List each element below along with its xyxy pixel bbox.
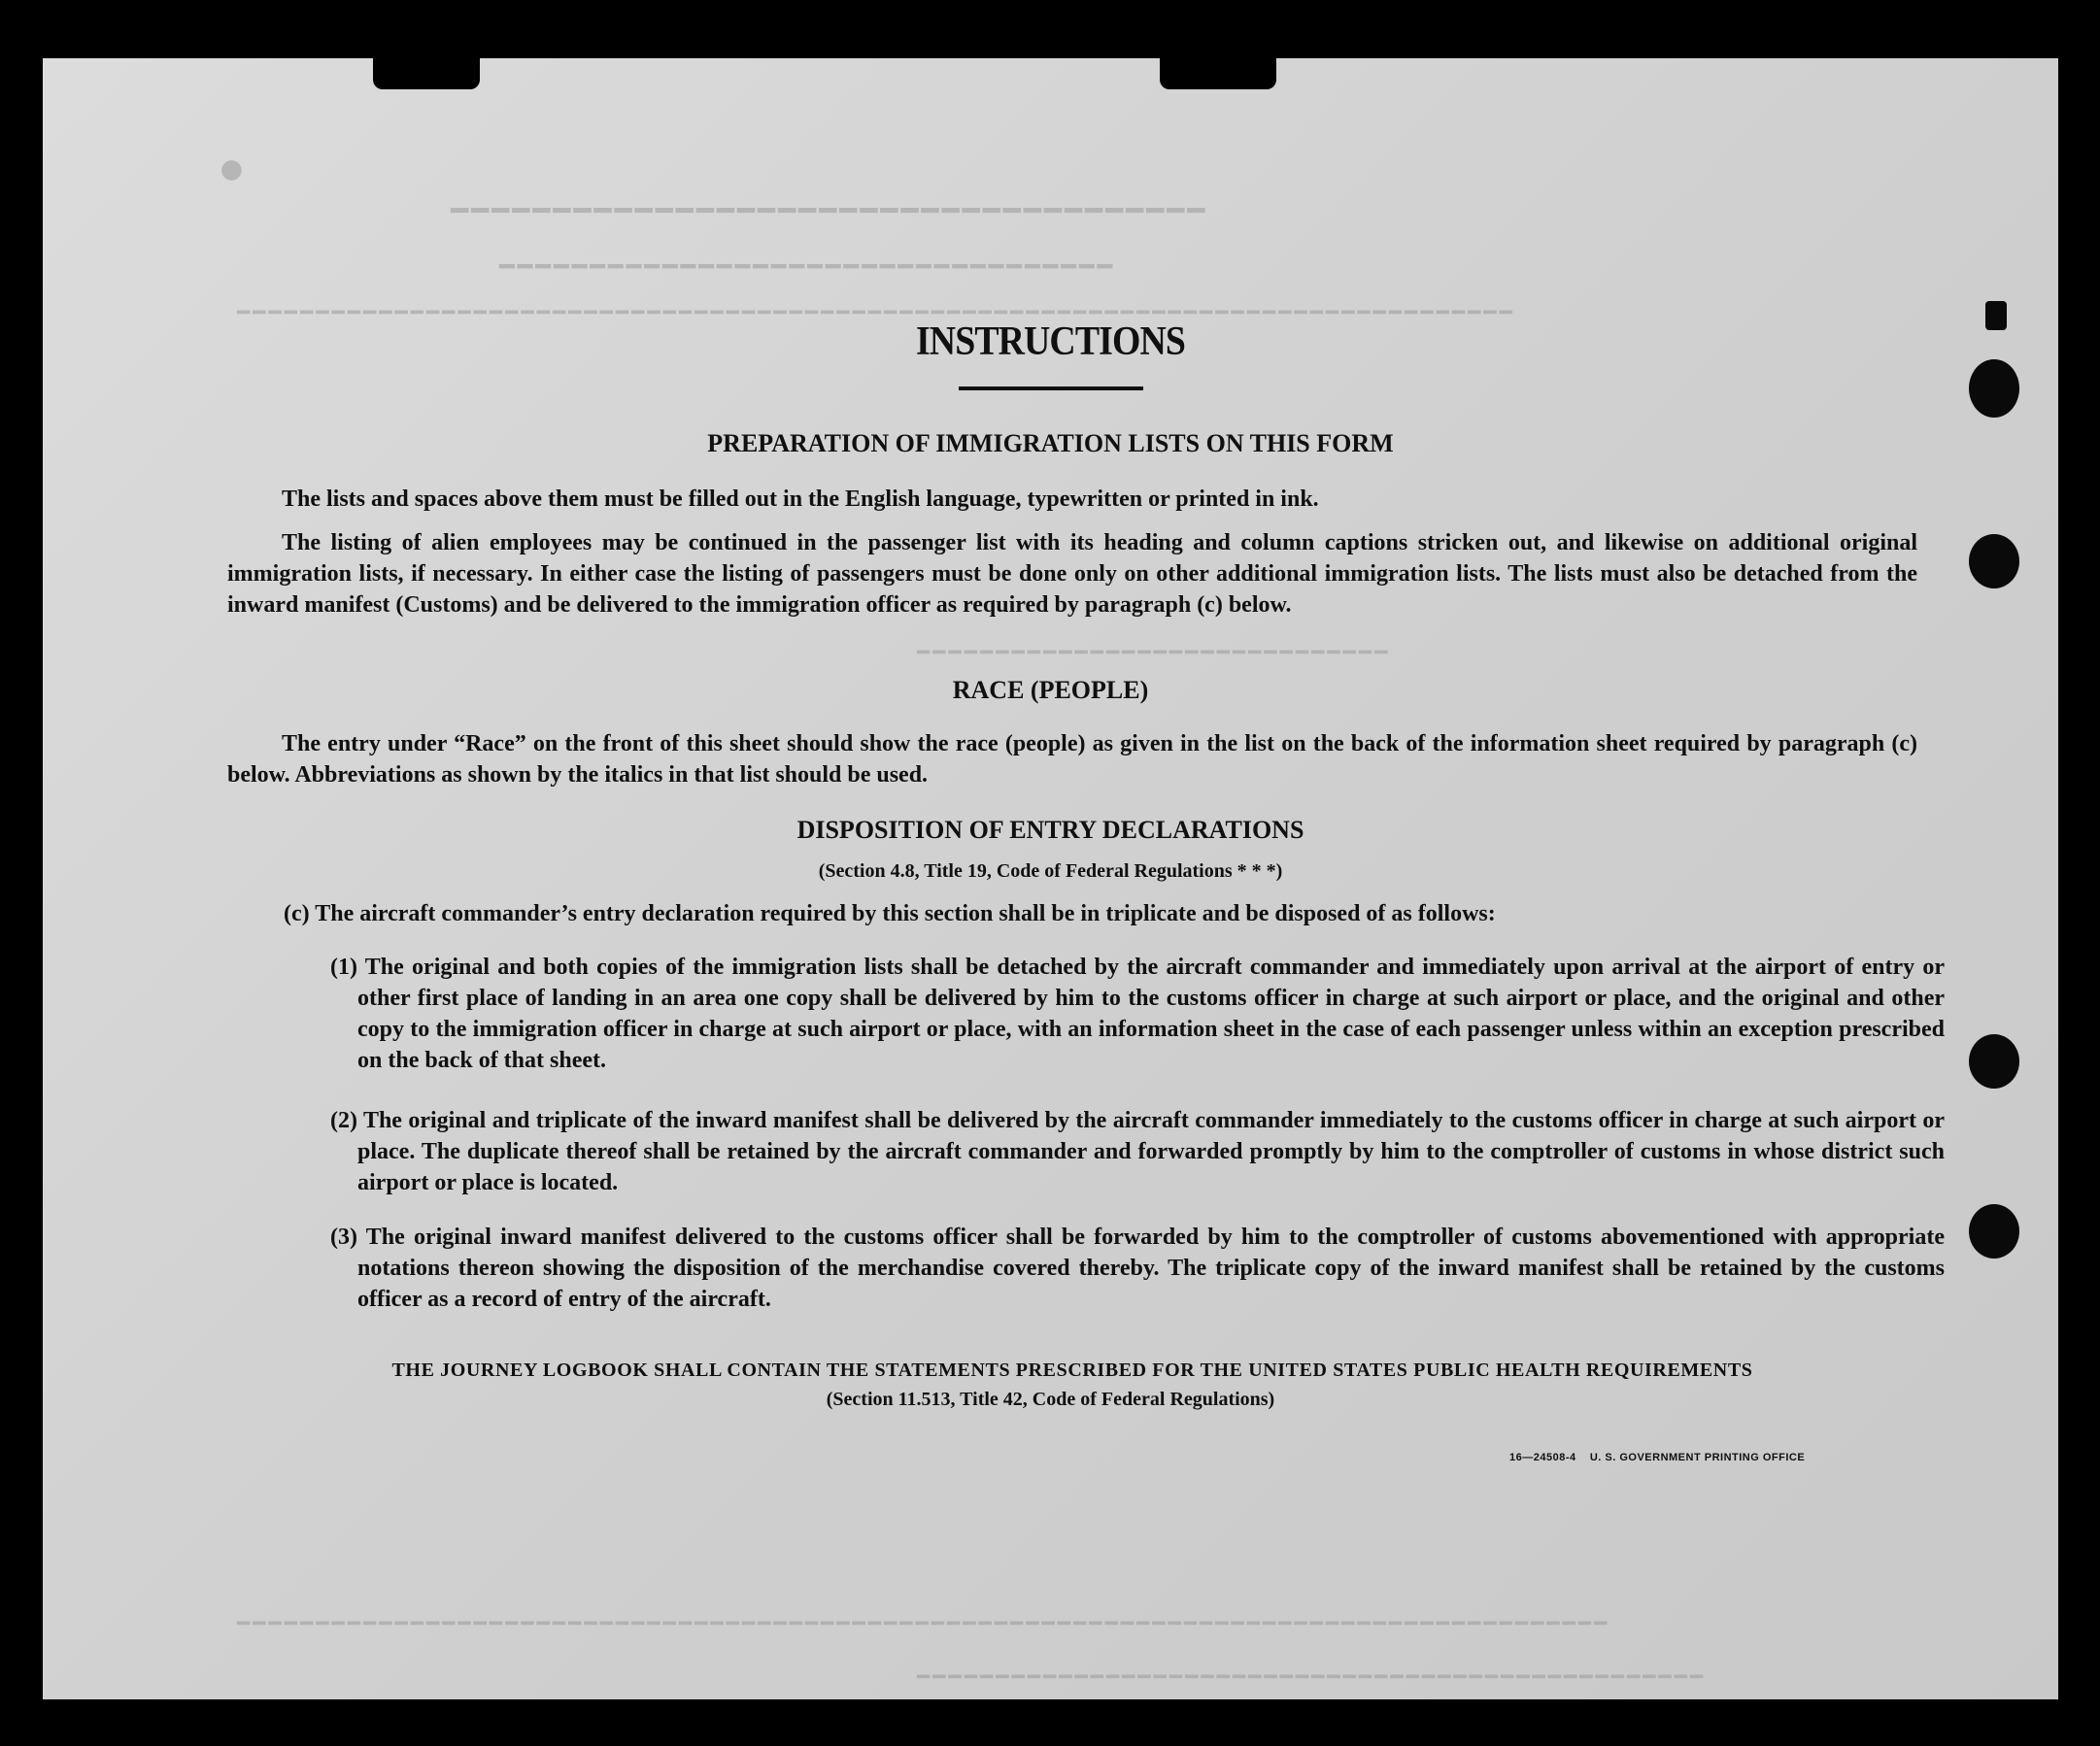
- bleed-through-text: ━━━━━━━━━━━━━━━━━━━━━━━━━━━━━━━━━━━━━━━━━━━━━━━━━━━━━━━━━━━━━━━━━━━━━━━━━━━━━━━━━: [237, 302, 1515, 326]
- preparation-paragraph-1: The lists and spaces above them must be filled out in the English language, typewritten or printed in ink.: [282, 487, 1319, 512]
- disposition-citation: (Section 4.8, Title 19, Code of Federal Regulations * * *): [818, 860, 1283, 882]
- title-underline: [959, 386, 1143, 390]
- ink-mark: [1985, 301, 2007, 330]
- section-heading-race: RACE (PEOPLE): [952, 676, 1149, 704]
- punch-hole: [1969, 1204, 2019, 1259]
- bleed-through-text: ━━━━━━━━━━━━━━━━━━━━━━━━━━━━━━━━━━━━━━━━━━━━━━━━━━━━━━━━━━━━━━━━━━━━━━━━━━━━━━━━━━━━━━━: [237, 1613, 1610, 1637]
- race-paragraph: The entry under “Race” on the front of this sheet should show the race (people) as given in the list on the back of the information sheet required by paragraph (c) below. Abbreviations as shown by the italics in that list should be used.: [227, 731, 1917, 788]
- section-heading-preparation: PREPARATION OF IMMIGRATION LISTS ON THIS FORM: [707, 429, 1394, 457]
- intro-text: The aircraft commander’s entry declaration required by this section shall be in triplicate and be disposed of as follows:: [315, 901, 1496, 926]
- item-text: The original inward manifest delivered to the customs officer shall be forwarded by him to the comptroller of customs abovementioned with appropriate notations thereon showing the disposition of the merchandise covered thereby. The triplicate copy of the inward manifest shall be retained by the customs officer as a record of entry of the aircraft.: [357, 1225, 1945, 1312]
- item-text: The original and both copies of the immigration lists shall be detached by the aircraft commander and immediately upon arrival at the airport of entry or other first place of landing in an area one copy shall be delivered by him to the customs officer in charge at such airport or place, and the original and other copy to the immigration officer in charge at such airport or place, with an information sheet in the case of each passenger unless within an exception prescribed on the back of that sheet.: [357, 955, 1946, 1073]
- binding-tab: [373, 58, 480, 89]
- disposition-item-3: [330, 1222, 1945, 1315]
- disposition-item-1: [330, 952, 1945, 1076]
- preparation-paragraph-2: The listing of alien employees may be continued in the passenger list with its heading and column captions stricken out, and likewise on additional original immigration lists, if necessary. In either case the listing of passengers must be done only on other additional immigration lists. The lists must also be detached from the inward manifest (Customs) and be delivered to the immigration officer as required by paragraph (c) below.: [227, 530, 1917, 618]
- bleed-through-text: ●: [218, 146, 246, 198]
- punch-hole: [1969, 534, 2019, 588]
- bleed-through-text: ━━━━━━━━━━━━━━━━━━━━━━━━━━━━━━━━━━: [499, 253, 1116, 283]
- item-number: (3): [330, 1225, 357, 1250]
- intro-marker: (c): [284, 901, 310, 926]
- punch-hole: [1969, 1034, 2019, 1089]
- logbook-citation: (Section 11.513, Title 42, Code of Federal Regulations): [826, 1389, 1275, 1410]
- item-text: The original and triplicate of the inward manifest shall be delivered by the aircraft commander immediately to the customs officer in charge at such airport or place. The duplicate thereof shall be retained by the aircraft commander and forwarded promptly by him to the comptroller of customs in whose district such airport or place is located.: [357, 1108, 1945, 1195]
- bleed-through-text: ━━━━━━━━━━━━━━━━━━━━━━━━━━━━━━━━━━━━━: [451, 197, 1208, 230]
- logbook-statement: THE JOURNEY LOGBOOK SHALL CONTAIN THE STATEMENTS PRESCRIBED FOR THE UNITED STATES PUBLIC HEALTH REQUIREMENTS: [391, 1360, 1753, 1381]
- document-sheet: [43, 58, 2058, 1699]
- section-heading-disposition: DISPOSITION OF ENTRY DECLARATIONS: [796, 816, 1304, 844]
- item-number: (2): [330, 1108, 357, 1133]
- bleed-through-text: ━━━━━━━━━━━━━━━━━━━━━━━━━━━━━━━━━━━━━━━━━━━━━━━━━━: [917, 1666, 1707, 1691]
- item-number: (1): [330, 955, 357, 980]
- disposition-intro: [284, 898, 1935, 929]
- bleed-through-text: ━━━━━━━━━━━━━━━━━━━━━━━━━━━━━━: [917, 642, 1391, 666]
- disposition-item-2: [330, 1105, 1945, 1198]
- binding-tab: [1160, 58, 1276, 89]
- page-title: INSTRUCTIONS: [915, 319, 1185, 364]
- printer-line: 16—24508-4 U. S. GOVERNMENT PRINTING OFFICE: [1509, 1452, 1806, 1463]
- punch-hole: [1969, 359, 2019, 418]
